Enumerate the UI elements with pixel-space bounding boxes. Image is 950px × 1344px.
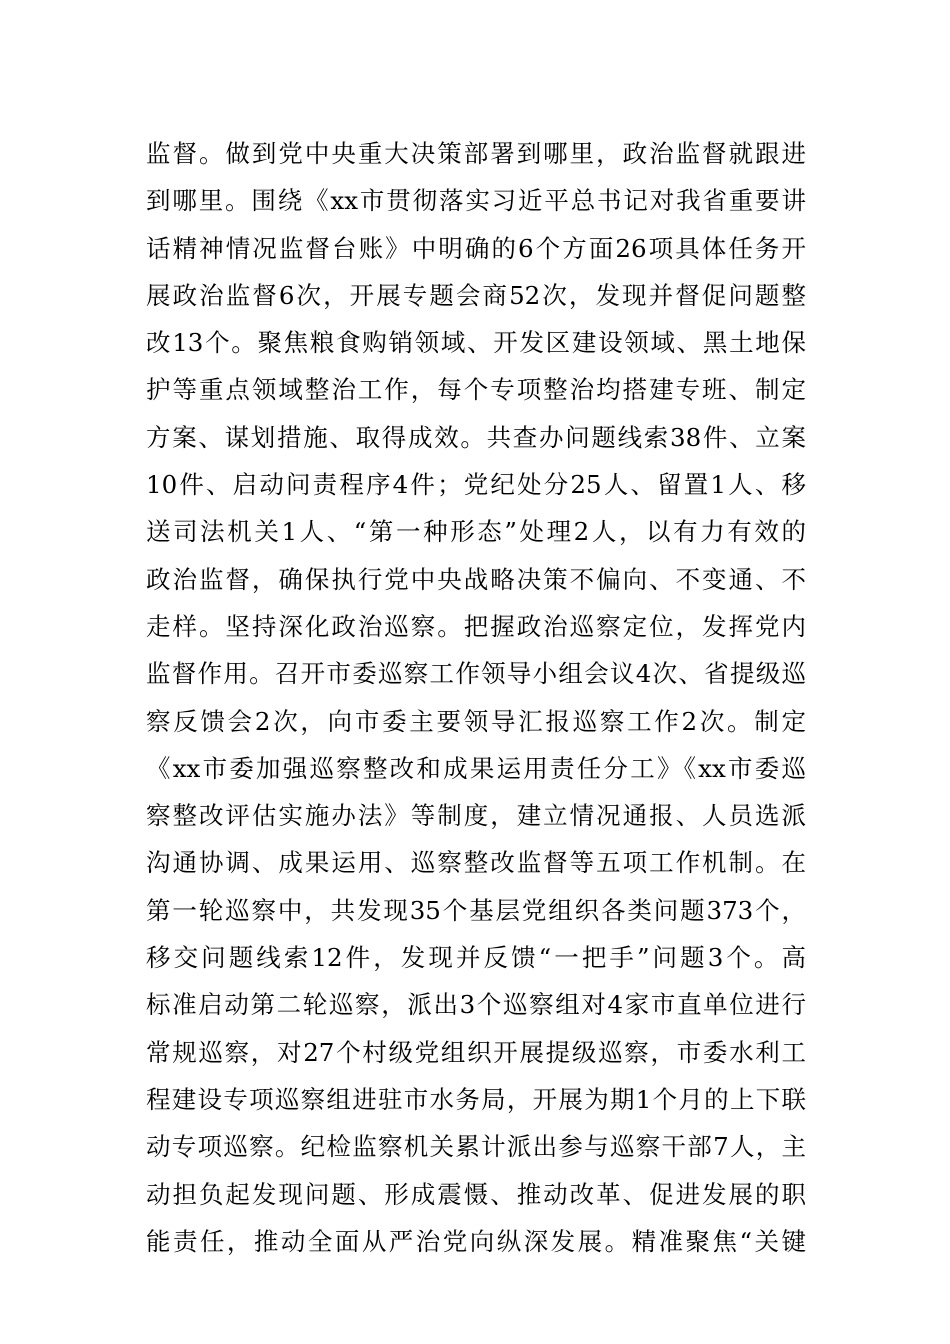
text-line: 改13个。聚焦粮食购销领域、开发区建设领域、黑土地保: [146, 328, 806, 358]
text-line: 监督作用。召开市委巡察工作领导小组会议4次、省提级巡: [146, 659, 806, 689]
text-line: 察整改评估实施办法》等制度，建立情况通报、人员选派: [146, 801, 806, 831]
text-line: 护等重点领域整治工作，每个专项整治均搭建专班、制定: [146, 375, 806, 405]
text-line: 能责任，推动全面从严治党向纵深发展。精准聚焦“关键: [146, 1226, 806, 1256]
text-line: 话精神情况监督台账》中明确的6个方面26项具体任务开: [146, 233, 806, 263]
text-line: 方案、谋划措施、取得成效。共查办问题线索38件、立案: [146, 422, 806, 452]
text-line: 移交问题线索12件，发现并反馈“一把手”问题3个。高: [146, 943, 806, 973]
text-line: 送司法机关1人、“第一种形态”处理2人，以有力有效的: [146, 517, 806, 547]
text-line: 察反馈会2次，向市委主要领导汇报巡察工作2次。制定: [146, 706, 806, 736]
text-line: 程建设专项巡察组进驻市水务局，开展为期1个月的上下联: [146, 1084, 806, 1114]
text-line: 监督。做到党中央重大决策部署到哪里，政治监督就跟进: [146, 139, 806, 168]
text-line: 政治监督，确保执行党中央战略决策不偏向、不变通、不: [146, 564, 806, 594]
body-paragraph: [146, 130, 806, 1265]
text-line: 标准启动第二轮巡察，派出3个巡察组对4家市直单位进行: [146, 990, 806, 1020]
text-line: 动担负起发现问题、形成震慑、推动改革、促进发展的职: [146, 1179, 806, 1209]
text-line: 常规巡察，对27个村级党组织开展提级巡察，市委水利工: [146, 1037, 806, 1067]
text-line: 10件、启动问责程序4件；党纪处分25人、留置1人、移: [146, 470, 806, 500]
text-line: 到哪里。围绕《xx市贯彻落实习近平总书记对我省重要讲: [146, 186, 806, 216]
text-line: 走样。坚持深化政治巡察。把握政治巡察定位，发挥党内: [146, 611, 806, 641]
text-line: 第一轮巡察中，共发现35个基层党组织各类问题373个，: [146, 895, 806, 925]
text-line: 动专项巡察。纪检监察机关累计派出参与巡察干部7人，主: [146, 1132, 806, 1162]
text-line: 展政治监督6次，开展专题会商52次，发现并督促问题整: [146, 280, 806, 310]
text-line: 《xx市委加强巡察整改和成果运用责任分工》《xx市委巡: [146, 753, 806, 783]
text-line: 沟通协调、成果运用、巡察整改监督等五项工作机制。在: [146, 848, 806, 878]
